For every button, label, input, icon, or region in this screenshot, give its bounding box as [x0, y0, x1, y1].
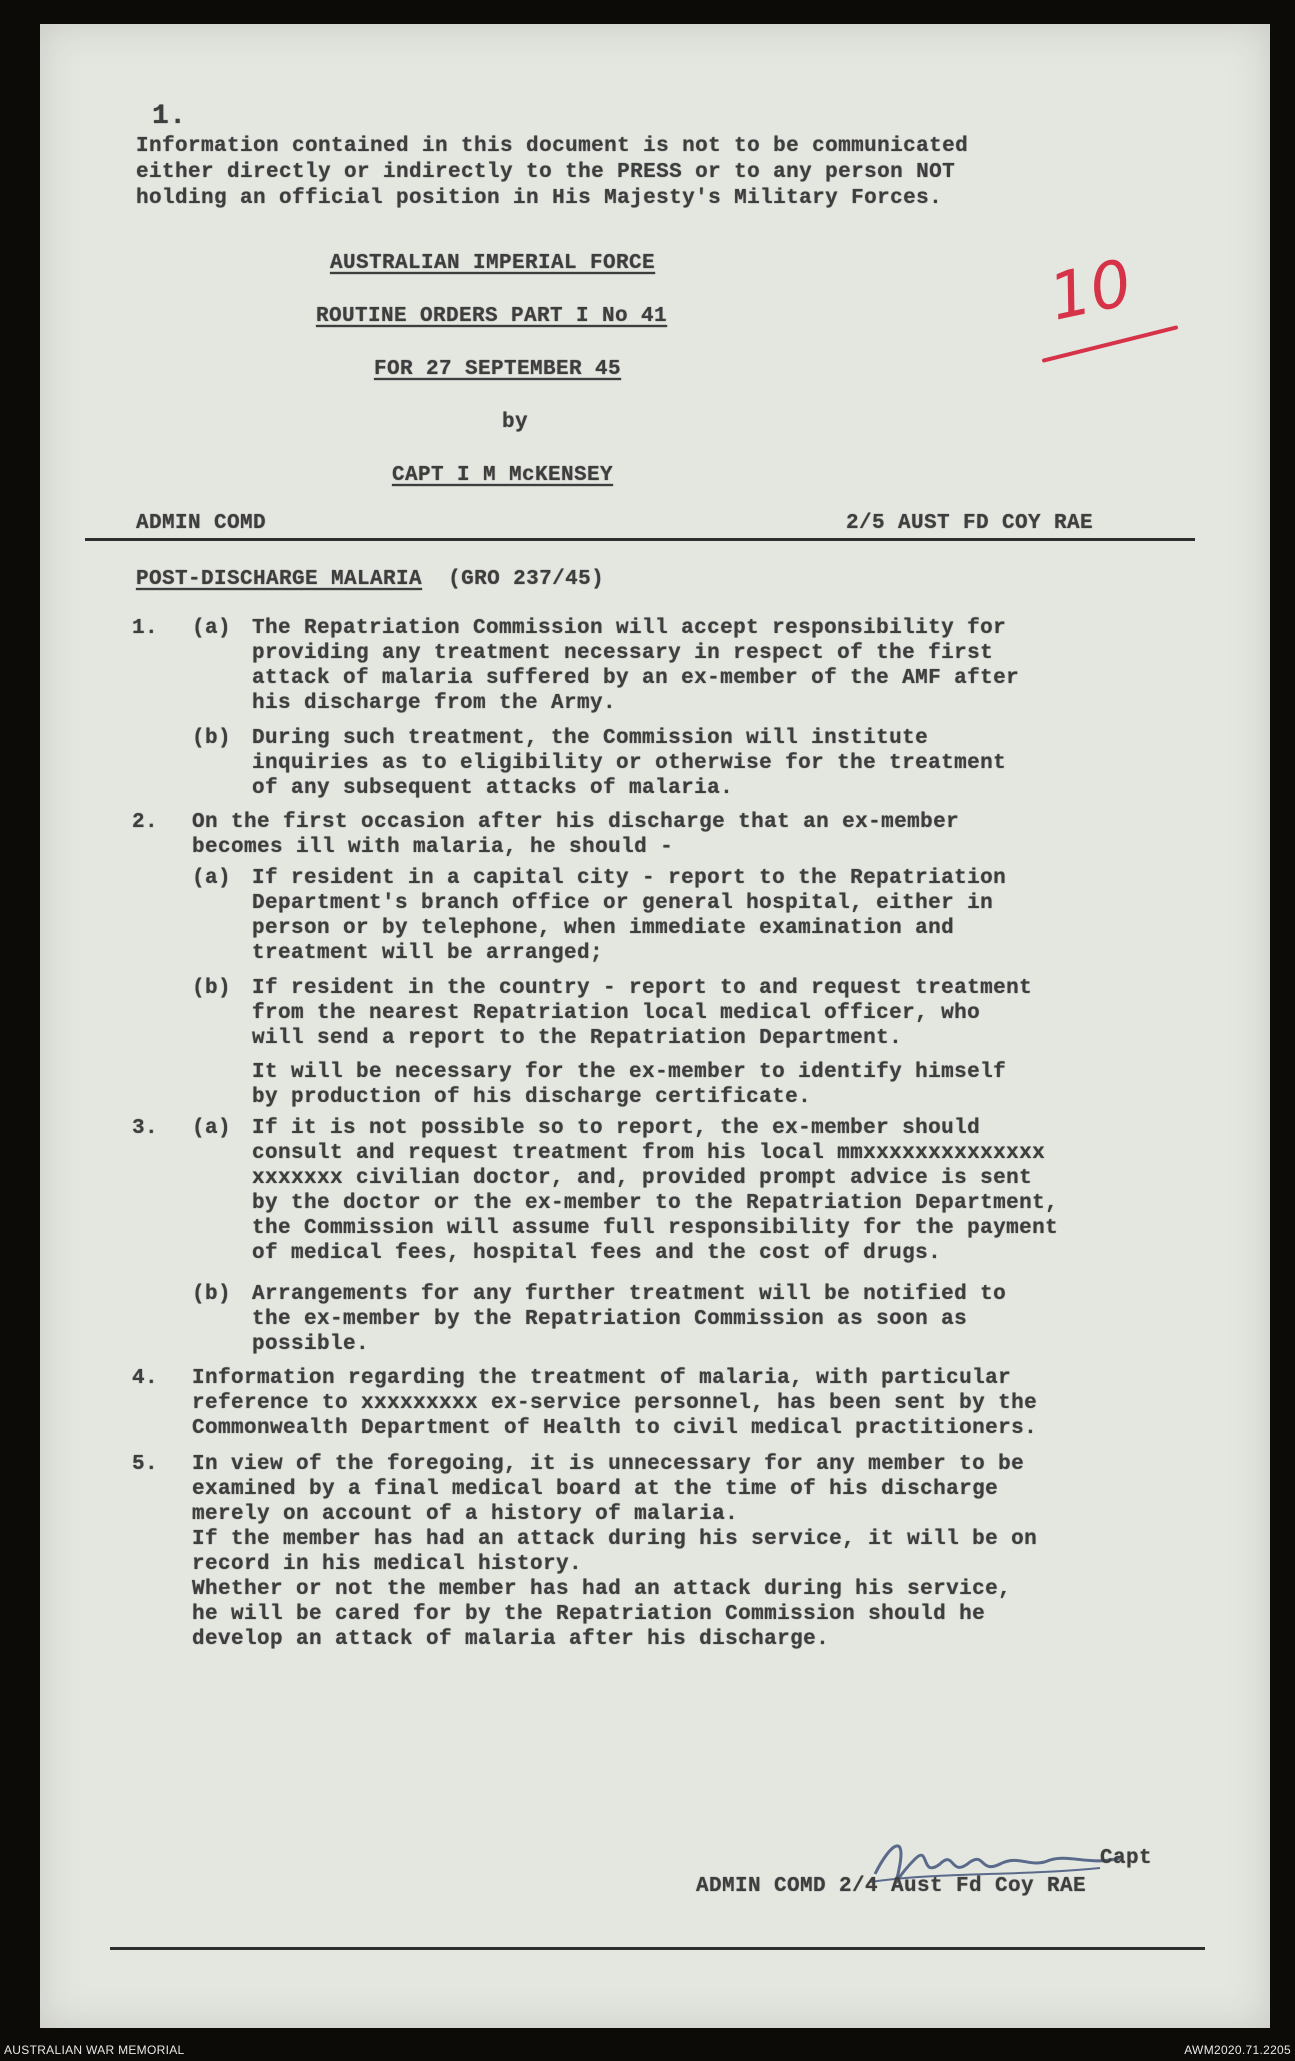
header-routine-orders: ROUTINE ORDERS PART I No 41 — [316, 305, 668, 328]
subject-title: POST-DISCHARGE MALARIA — [136, 568, 423, 591]
admin-command-right: 2/5 AUST FD COY RAE — [846, 512, 1094, 535]
item-text-line: providing any treatment necessary in respect of the first — [252, 642, 994, 665]
header-rule — [85, 538, 1195, 541]
item-text-line: treatment will be arranged; — [252, 942, 604, 965]
item-text-line: attack of malaria suffered by an ex-member of the AMF after — [252, 667, 1020, 690]
item-text-line: becomes ill with malaria, he should - — [192, 836, 674, 859]
item-text-line: consult and request treatment from his local mmxxxxxxxxxxxxxx — [252, 1142, 1046, 1165]
security-notice-line-1: Information contained in this document is not to be communicated — [136, 135, 969, 158]
item-text-line: by production of his discharge certificate. — [252, 1086, 812, 1109]
footer-accession: AWM2020.71.2205 — [1184, 2043, 1291, 2057]
item-text-line: Commonwealth Department of Health to civil medical practitioners. — [192, 1417, 1038, 1440]
admin-command-left: ADMIN COMD — [136, 512, 267, 535]
item-text-line: During such treatment, the Commission will institute — [252, 727, 929, 750]
footer-rule — [110, 1947, 1205, 1950]
item-text-line: possible. — [252, 1333, 370, 1356]
item-number: 1. — [132, 617, 159, 640]
item-text-line: Department's branch office or general hospital, either in — [252, 892, 994, 915]
item-text-line: examined by a final medical board at the time of his discharge — [192, 1478, 999, 1501]
subject-reference: (GRO 237/45) — [448, 568, 605, 591]
item-text-line: the ex-member by the Repatriation Commission as soon as — [252, 1308, 968, 1331]
item-text-line: will send a report to the Repatriation Department. — [252, 1027, 903, 1050]
item-text-line: his discharge from the Army. — [252, 692, 617, 715]
folio-number: 10 — [1043, 246, 1139, 336]
subject-heading — [136, 567, 604, 592]
item-text-line: by the doctor or the ex-member to the Repatriation Department, — [252, 1192, 1059, 1215]
item-text-line: If it is not possible so to report, the ex-member should — [252, 1117, 981, 1140]
item-text-line: In view of the foregoing, it is unnecessary for any member to be — [192, 1453, 1025, 1476]
document-page — [40, 24, 1270, 2028]
item-text-line: Whether or not the member has had an attack during his service, — [192, 1578, 1012, 1601]
item-number: 5. — [132, 1453, 159, 1476]
item-text-line: If resident in a capital city - report to the Repatriation — [252, 867, 1007, 890]
item-label: (b) — [192, 727, 232, 750]
item-text-line: of any subsequent attacks of malaria. — [252, 777, 734, 800]
security-notice-line-3: holding an official position in His Majesty's Military Forces. — [136, 187, 943, 210]
item-text-line: he will be cared for by the Repatriation Commission should he — [192, 1603, 986, 1626]
item-text-line: inquiries as to eligibility or otherwise for the treatment — [252, 752, 1007, 775]
item-text-line: from the nearest Repatriation local medical officer, who — [252, 1002, 981, 1025]
item-label: (a) — [192, 867, 232, 890]
item-text-line: If resident in the country - report to and request treatment — [252, 977, 1033, 1000]
item-text-line: the Commission will assume full responsibility for the payment — [252, 1217, 1059, 1240]
item-text-line: merely on account of a history of malaria. — [192, 1503, 739, 1526]
item-label: (b) — [192, 977, 232, 1000]
item-text-line: xxxxxxx civilian doctor, and, provided prompt advice is sent — [252, 1167, 1033, 1190]
item-text-line: person or by telephone, when immediate examination and — [252, 917, 955, 940]
header-officer: CAPT I M McKENSEY — [392, 464, 614, 487]
item-text-line: If the member has had an attack during his service, it will be on — [192, 1528, 1038, 1551]
item-number: 2. — [132, 811, 159, 834]
item-text-line: It will be necessary for the ex-member to identify himself — [252, 1061, 1007, 1084]
item-text-line: Arrangements for any further treatment will be notified to — [252, 1283, 1007, 1306]
page-mark: 1. — [152, 101, 187, 132]
item-text-line: The Repatriation Commission will accept responsibility for — [252, 617, 1007, 640]
header-date: FOR 27 SEPTEMBER 45 — [374, 358, 622, 381]
header-by: by — [502, 411, 529, 434]
footer-credit: AUSTRALIAN WAR MEMORIAL — [4, 2043, 185, 2057]
item-label: (b) — [192, 1283, 232, 1306]
item-text-line: of medical fees, hospital fees and the cost of drugs. — [252, 1242, 942, 1265]
signature-rank: Capt — [1100, 1847, 1153, 1870]
signature-block: ADMIN COMD 2/4 Aust Fd Coy RAE — [696, 1875, 1087, 1898]
item-label: (a) — [192, 1117, 232, 1140]
item-text-line: Information regarding the treatment of malaria, with particular — [192, 1367, 1012, 1390]
item-text-line: record in his medical history. — [192, 1553, 583, 1576]
item-text-line: develop an attack of malaria after his discharge. — [192, 1628, 830, 1651]
item-number: 3. — [132, 1117, 159, 1140]
item-text-line: reference to xxxxxxxxx ex-service personnel, has been sent by the — [192, 1392, 1038, 1415]
item-number: 4. — [132, 1367, 159, 1390]
security-notice-line-2: either directly or indirectly to the PRESS or to any person NOT — [136, 161, 956, 184]
header-force: AUSTRALIAN IMPERIAL FORCE — [330, 252, 656, 275]
item-text-line: On the first occasion after his discharge that an ex-member — [192, 811, 960, 834]
item-label: (a) — [192, 617, 232, 640]
